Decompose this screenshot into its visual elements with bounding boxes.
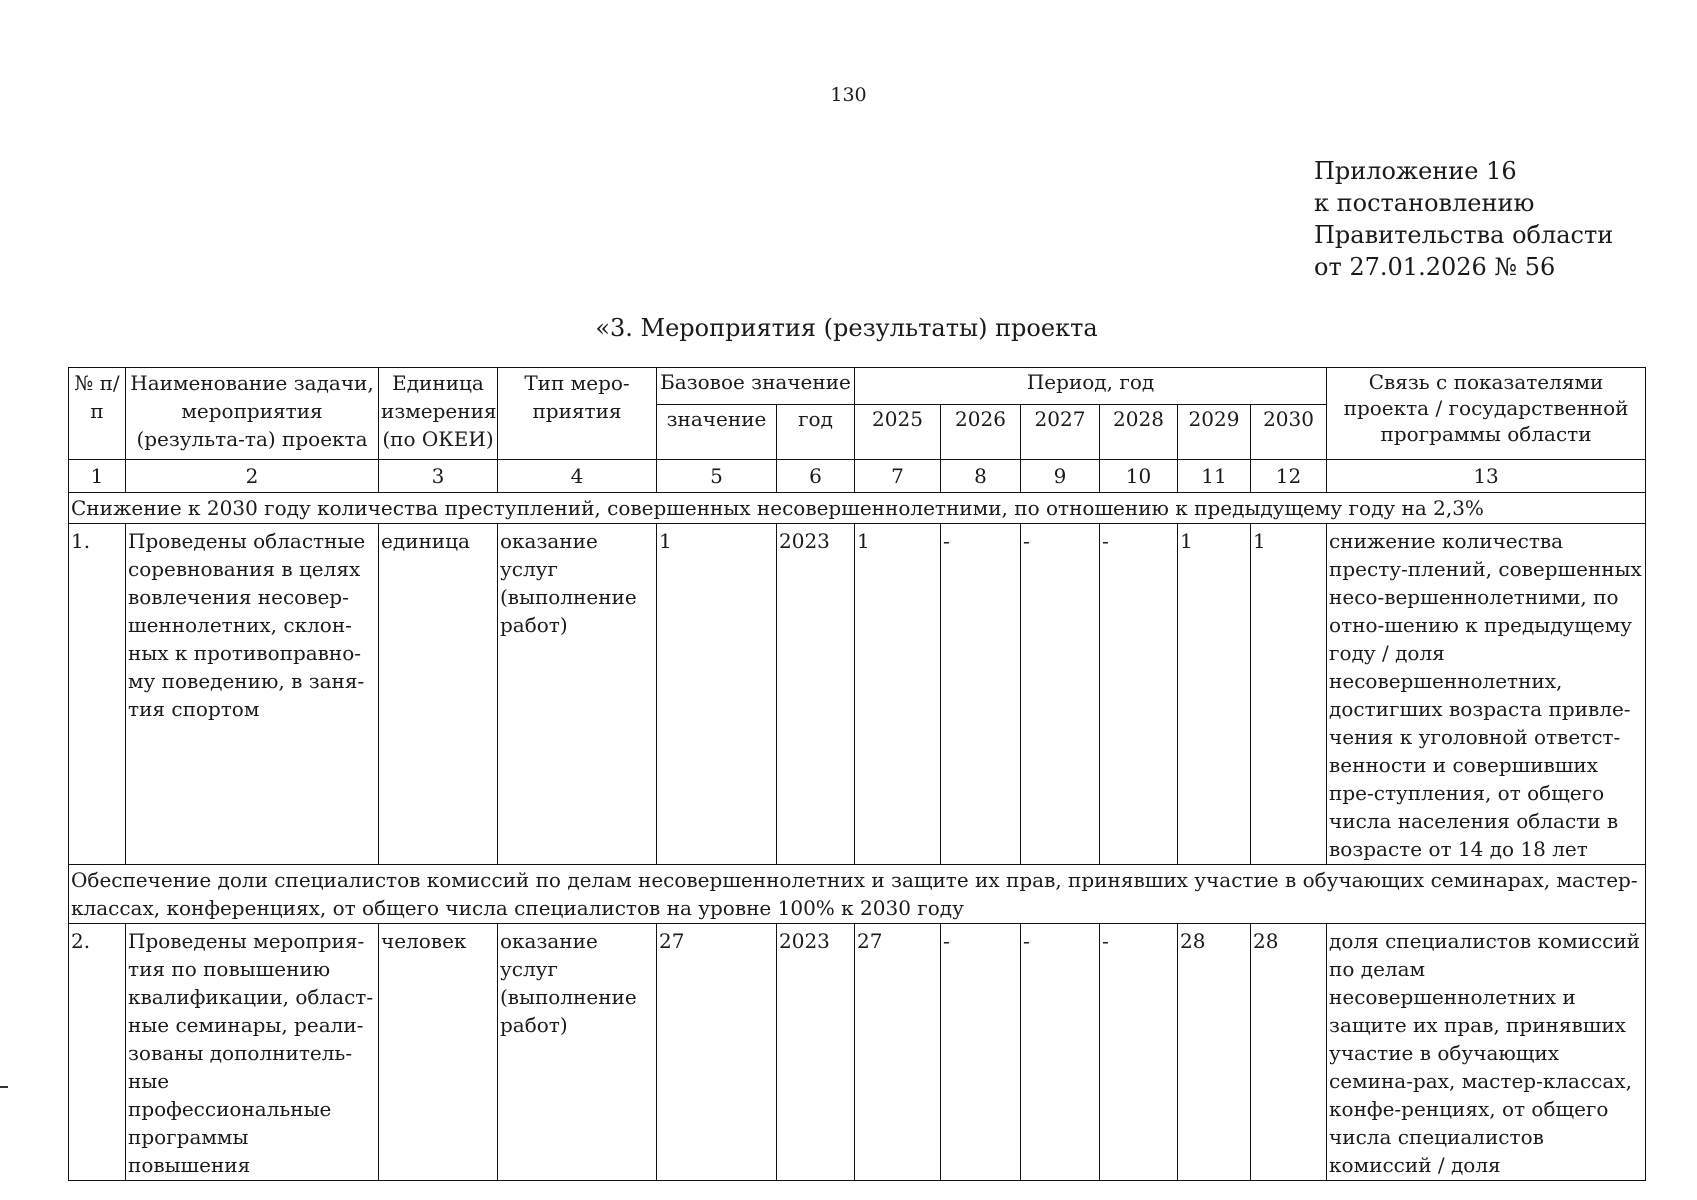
header-base: Базовое значение [657, 368, 855, 405]
row-2028: - [1100, 924, 1178, 1181]
column-number: 3 [379, 460, 498, 493]
section-heading: Снижение к 2030 году количества преступлений, совершенных несовершеннолетними, по отношению к предыдущему году на 2,3% [69, 493, 1646, 524]
column-number-row [69, 460, 1646, 493]
measures-table [68, 367, 1646, 1181]
column-number: 11 [1178, 460, 1251, 493]
column-number: 9 [1021, 460, 1100, 493]
row-2028: - [1100, 524, 1178, 865]
row-base-value: 27 [657, 924, 777, 1181]
document-title-text: «3. Мероприятия (результаты) проекта [595, 314, 1098, 342]
row-unit: человек [379, 924, 498, 1181]
row-2026: - [941, 924, 1021, 1181]
header-period: Период, год [855, 368, 1327, 405]
header-year-2025: 2025 [855, 405, 941, 460]
column-number: 6 [777, 460, 855, 493]
row-type: оказание услуг (выполнение работ) [498, 924, 657, 1181]
row-2025: 1 [855, 524, 941, 865]
column-number: 12 [1251, 460, 1327, 493]
row-unit: единица [379, 524, 498, 865]
column-number: 4 [498, 460, 657, 493]
row-name: Проведены областные соревнования в целях вовлечения несовер-шеннолетних, склон-ных к противоправно-му поведению, в заня-тия спортом [126, 524, 379, 865]
row-num: 1. [69, 524, 126, 865]
row-2026: - [941, 524, 1021, 865]
row-name: Проведены мероприя-тия по повышению квалификации, област-ные семинары, реали-зованы дополнитель-ные профессиональные программы повышения [126, 924, 379, 1181]
table-row [69, 524, 1646, 865]
row-2025: 27 [855, 924, 941, 1181]
column-number: 2 [126, 460, 379, 493]
section-heading: Обеспечение доли специалистов комиссий по делам несовершеннолетних и защите их прав, принявших участие в обучающих семинарах, мастер-классах, конференциях, от общего числа специалистов на уровне 100% к 2030 году [69, 865, 1646, 924]
header-year-2030: 2030 [1251, 405, 1327, 460]
annex-line-1: Приложение 16 [1314, 157, 1517, 185]
header-num: № п/п [69, 368, 126, 460]
row-type: оказание услуг (выполнение работ) [498, 524, 657, 865]
column-number: 7 [855, 460, 941, 493]
header-base-value: значение [657, 405, 777, 460]
header-year-2028: 2028 [1100, 405, 1178, 460]
column-number: 5 [657, 460, 777, 493]
header-type: Тип меро-приятия [498, 368, 657, 460]
section-heading-row [69, 493, 1646, 524]
row-2027: - [1021, 924, 1100, 1181]
annex-line-3: Правительства области [1314, 221, 1614, 249]
row-num: 2. [69, 924, 126, 1181]
row-base-value: 1 [657, 524, 777, 865]
page-number: 130 [830, 84, 867, 106]
annex-line-2: к постановлению [1314, 189, 1535, 217]
row-base-year: 2023 [777, 924, 855, 1181]
annex-line-4: от 27.01.2026 № 56 [1314, 253, 1556, 281]
row-link: снижение количества престу-плений, совершенных несо-вершеннолетними, по отно-шению к предыдущему году / доля несовершеннолетних, достигших возраста привле-чения к уголовной ответст-венности и совершивших пре-ступления, от общего числа населения области в возрасте от 14 до 18 лет [1327, 524, 1646, 865]
header-year-2027: 2027 [1021, 405, 1100, 460]
column-number: 13 [1327, 460, 1646, 493]
header-name: Наименование задачи, мероприятия (результа-та) проекта [126, 368, 379, 460]
row-2027: - [1021, 524, 1100, 865]
column-number: 1 [69, 460, 126, 493]
header-link: Связь с показателями проекта / государственной программы области [1327, 368, 1646, 460]
header-year-2026: 2026 [941, 405, 1021, 460]
document-title [0, 314, 1697, 342]
header-base-year: год [777, 405, 855, 460]
annex-block [1314, 155, 1613, 283]
row-base-year: 2023 [777, 524, 855, 865]
row-link: доля специалистов комиссий по делам несовершеннолетних и защите их прав, принявших участие в обучающих семина-рах, мастер-классах, конфе-ренциях, от общего числа специалистов комиссий / доля [1327, 924, 1646, 1181]
row-2030: 28 [1251, 924, 1327, 1181]
row-2029: 1 [1178, 524, 1251, 865]
row-2030: 1 [1251, 524, 1327, 865]
header-unit: Единица измерения (по ОКЕИ) [379, 368, 498, 460]
section-heading-row [69, 865, 1646, 924]
header-row-1 [69, 368, 1646, 405]
column-number: 10 [1100, 460, 1178, 493]
margin-mark [0, 1086, 8, 1088]
column-number: 8 [941, 460, 1021, 493]
table-row [69, 924, 1646, 1181]
row-2029: 28 [1178, 924, 1251, 1181]
header-year-2029: 2029 [1178, 405, 1251, 460]
